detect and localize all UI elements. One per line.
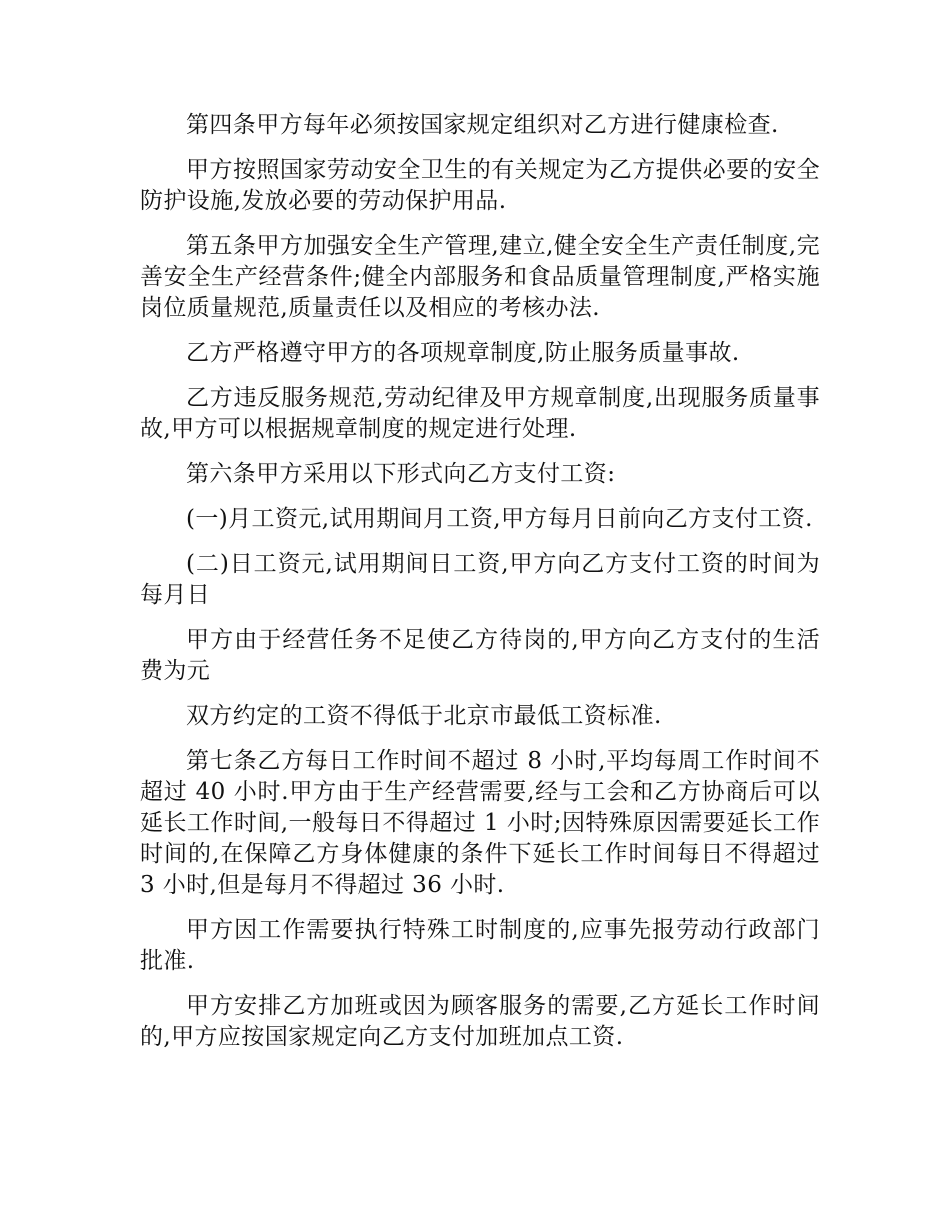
paragraph-safety-equipment: 甲方按照国家劳动安全卫生的有关规定为乙方提供必要的安全防护设施,发放必要的劳动保护用品. (140, 157, 820, 214)
paragraph-standby-allowance: 甲方由于经营任务不足使乙方待岗的,甲方向乙方支付的生活费为元 (140, 627, 820, 684)
paragraph-article-4: 第四条甲方每年必须按国家规定组织对乙方进行健康检查. (186, 112, 779, 138)
document-body (140, 110, 820, 1067)
paragraph-article-7: 第七条乙方每日工作时间不超过 8 小时,平均每周工作时间不超过 40 小时.甲方由于生产经营需要,经与工会和乙方协商后可以延长工作时间,一般每日不得超过 1 小时;因特殊原因需要延长工作时间的,在保障乙方身体健康的条件下延长工作时间每日不得超过 3 小时,但是每月不得超过 36 小时. (140, 748, 820, 898)
paragraph-article-6: 第六条甲方采用以下形式向乙方支付工资: (186, 461, 616, 487)
paragraph-minimum-wage: 双方约定的工资不得低于北京市最低工资标准. (186, 703, 662, 729)
paragraph-special-hours: 甲方因工作需要执行特殊工时制度的,应事先报劳动行政部门批准. (140, 917, 820, 974)
paragraph-violations: 乙方违反服务规范,劳动纪律及甲方规章制度,出现服务质量事故,甲方可以根据规章制度的规定进行处理. (140, 385, 820, 442)
paragraph-rules-compliance: 乙方严格遵守甲方的各项规章制度,防止服务质量事故. (186, 340, 740, 366)
paragraph-monthly-wage: (一)月工资元,试用期间月工资,甲方每月日前向乙方支付工资. (186, 506, 813, 532)
paragraph-daily-wage: (二)日工资元,试用期间日工资,甲方向乙方支付工资的时间为每月日 (140, 551, 820, 608)
paragraph-overtime-pay: 甲方安排乙方加班或因为顾客服务的需要,乙方延长工作时间的,甲方应按国家规定向乙方支付加班加点工资. (140, 993, 820, 1050)
paragraph-article-5: 第五条甲方加强安全生产管理,建立,健全安全生产责任制度,完善安全生产经营条件;健全内部服务和食品质量管理制度,严格实施岗位质量规范,质量责任以及相应的考核办法. (140, 233, 820, 321)
